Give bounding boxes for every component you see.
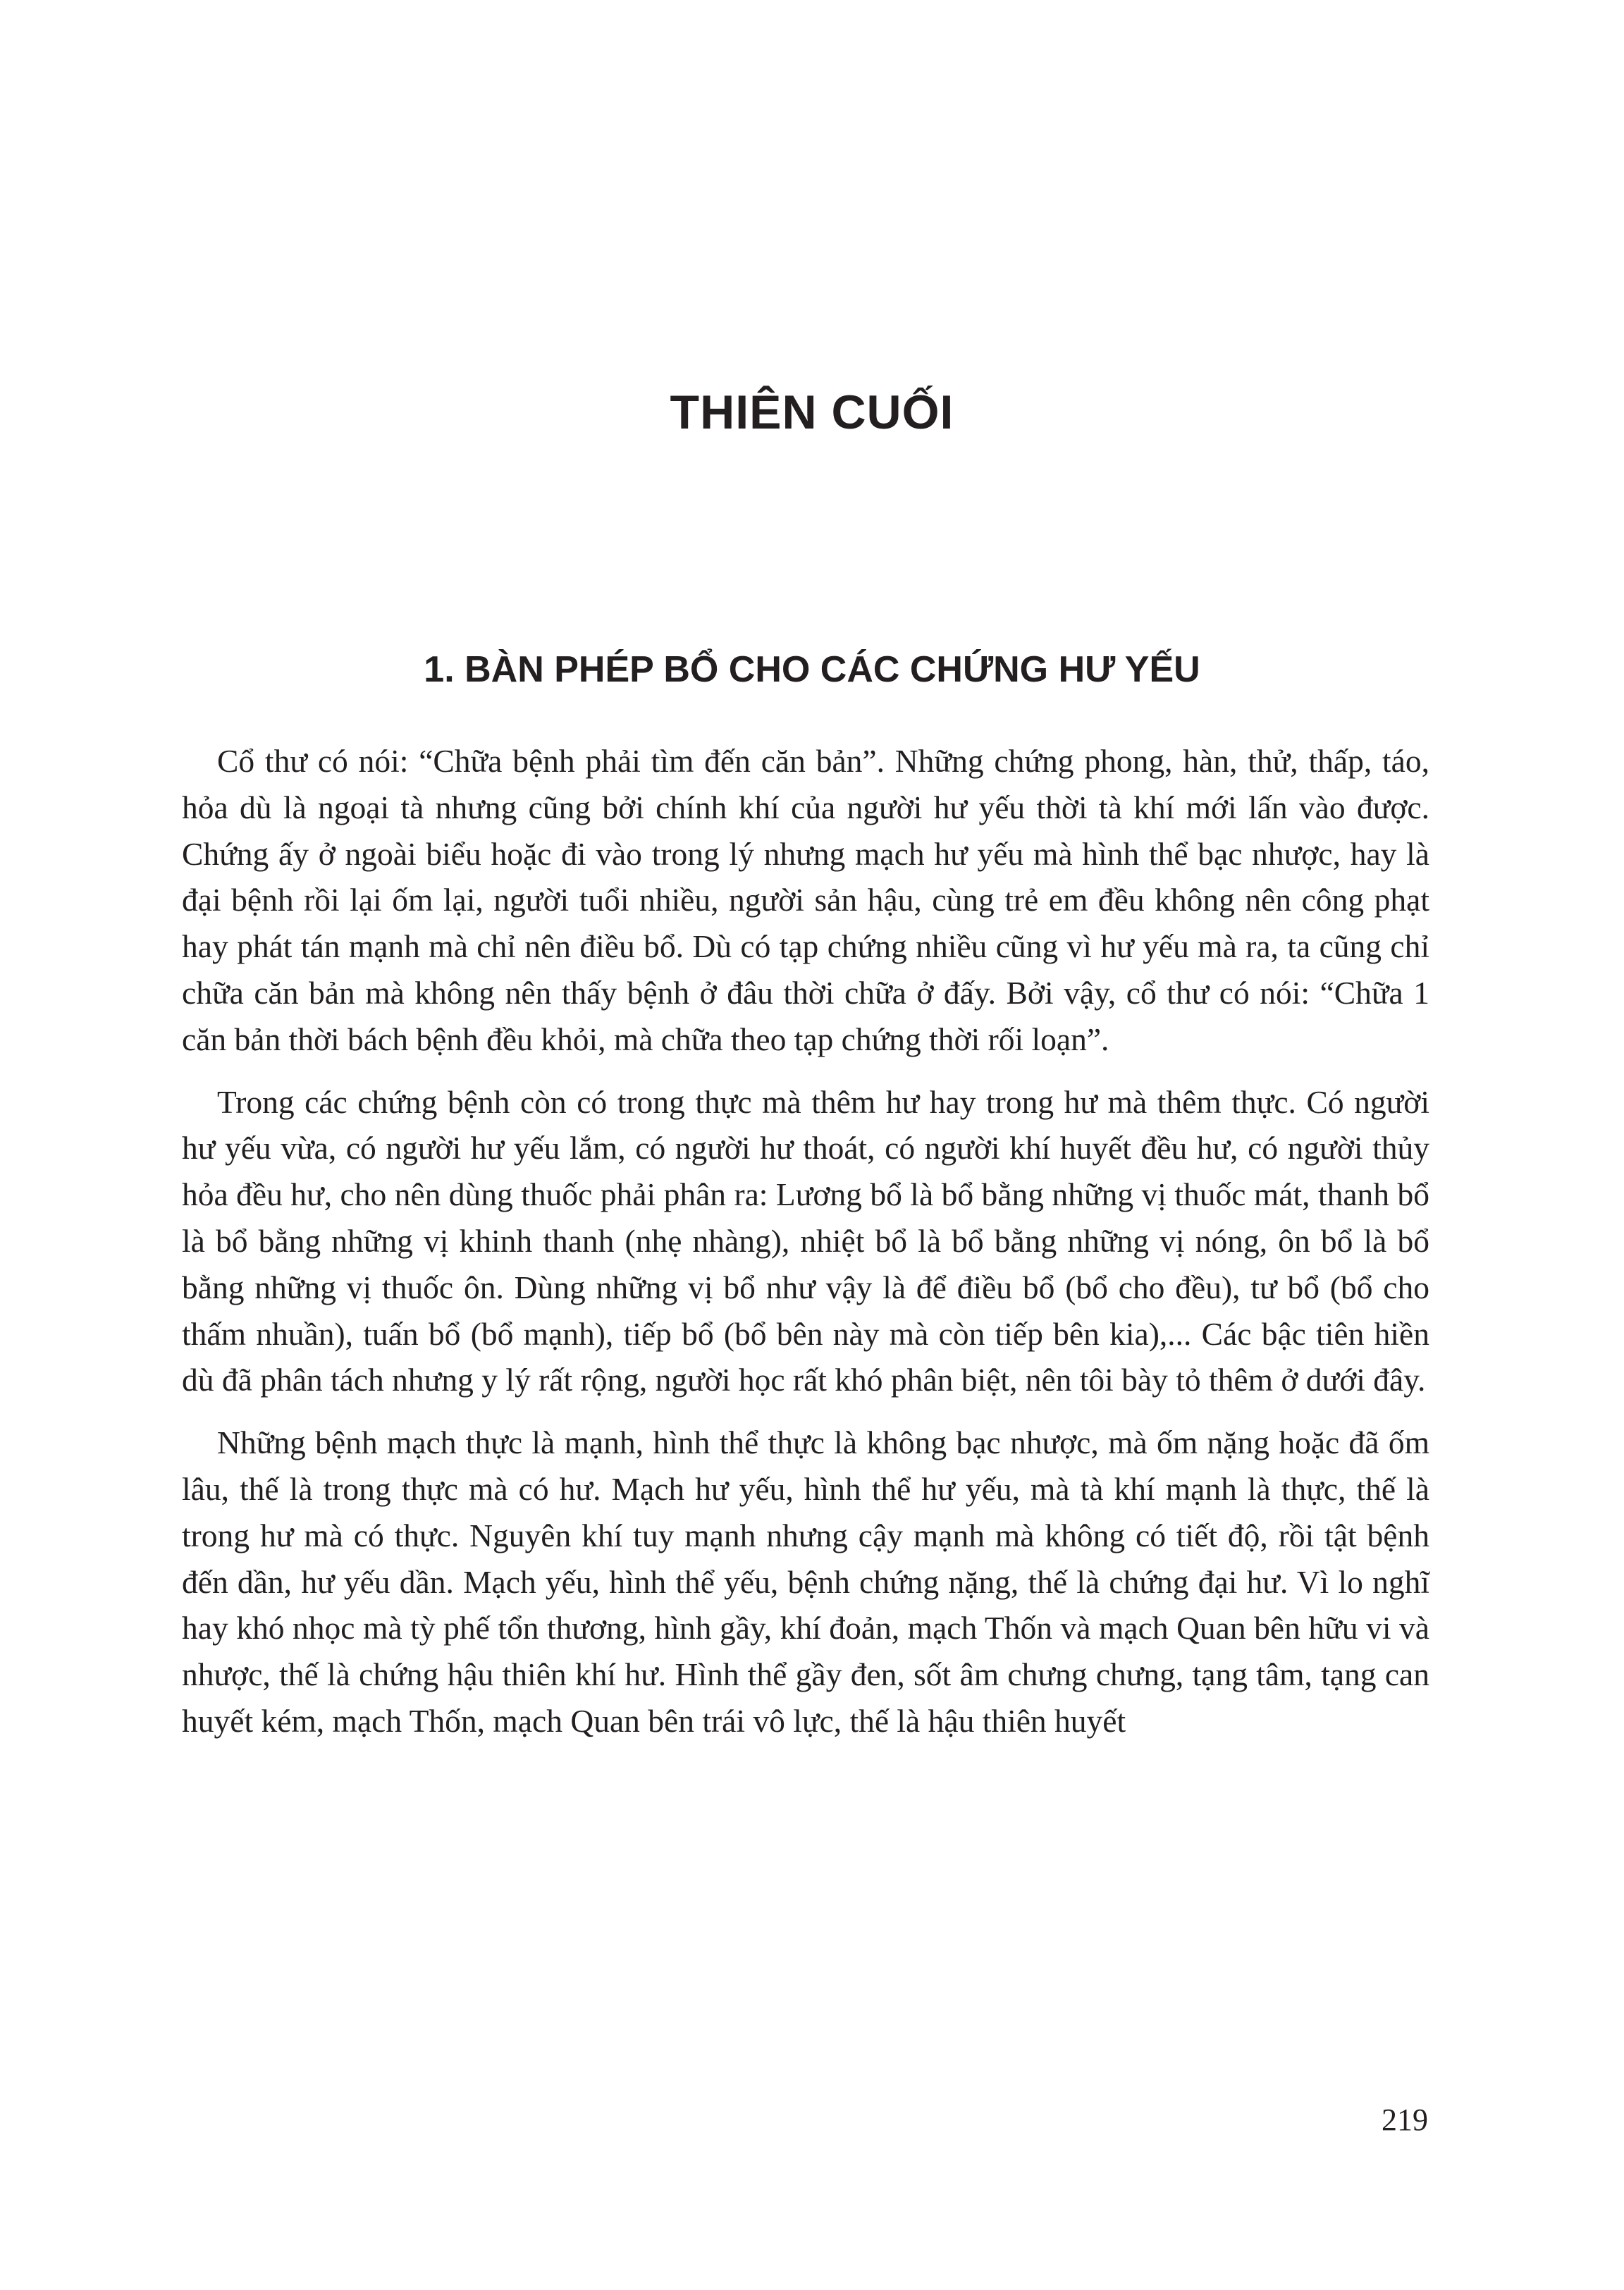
section-heading: 1. BÀN PHÉP BỔ CHO CÁC CHỨNG HƯ YẾU: [424, 649, 1200, 690]
paragraph: Cổ thư có nói: “Chữa bệnh phải tìm đến căn bản”. Những chứng phong, hàn, thử, thấp, táo, hỏa dù là ngoại tà nhưng cũng bởi chính khí của người hư yếu thời tà khí mới lấn vào được. Chứng ấy ở ngoài biểu hoặc đi vào trong lý nhưng mạch hư yếu mà hình thể bạc nhược, hay là đại bệnh rồi lại ốm lại, người tuổi nhiều, người sản hậu, cùng trẻ em đều không nên công phạt hay phát tán mạnh mà chỉ nên điều bổ. Dù có tạp chứng nhiều cũng vì hư yếu mà ra, ta cũng chỉ chữa căn bản mà không nên thấy bệnh ở đâu thời chữa ở đấy. Bởi vậy, cổ thư có nói: “Chữa 1 căn bản thời bách bệnh đều khỏi, mà chữa theo tạp chứng thời rối loạn”.: [182, 743, 1429, 1057]
paragraph: Những bệnh mạch thực là mạnh, hình thể thực là không bạc nhược, mà ốm nặng hoặc đã ốm lâu, thế là trong thực mà có hư. Mạch hư yếu, hình thể hư yếu, mà tà khí mạnh là thực, thế là trong hư mà có thực. Nguyên khí tuy mạnh nhưng cậy mạnh mà không có tiết độ, rồi tật bệnh đến dần, hư yếu dần. Mạch yếu, hình thể yếu, bệnh chứng nặng, thế là chứng đại hư. Vì lo nghĩ hay khó nhọc mà tỳ phế tổn thương, hình gầy, khí đoản, mạch Thốn và mạch Quan bên hữu vi và nhược, thế là chứng hậu thiên khí hư. Hình thể gầy đen, sốt âm chưng chưng, tạng tâm, tạng can huyết kém, mạch Thốn, mạch Quan bên trái vô lực, thế là hậu thiên huyết: [182, 1424, 1429, 1739]
page-number: 219: [1382, 2103, 1428, 2137]
chapter-title: THIÊN CUỐI: [670, 386, 954, 439]
body-text: [182, 738, 1429, 1744]
paragraph: Trong các chứng bệnh còn có trong thực mà thêm hư hay trong hư mà thêm thực. Có người hư yếu vừa, có người hư yếu lắm, có người hư thoát, có người khí huyết đều hư, có người thủy hỏa đều hư, cho nên dùng thuốc phải phân ra: Lương bổ là bổ bằng những vị thuốc mát, thanh bổ là bổ bằng những vị khinh thanh (nhẹ nhàng), nhiệt bổ là bổ bằng những vị nóng, ôn bổ là bổ bằng những vị thuốc ôn. Dùng những vị bổ như vậy là để điều bổ (bổ cho đều), tư bổ (bổ cho thấm nhuần), tuấn bổ (bổ mạnh), tiếp bổ (bổ bên này mà còn tiếp bên kia),... Các bậc tiên hiền dù đã phân tách nhưng y lý rất rộng, người học rất khó phân biệt, nên tôi bày tỏ thêm ở dưới đây.: [182, 1083, 1429, 1398]
